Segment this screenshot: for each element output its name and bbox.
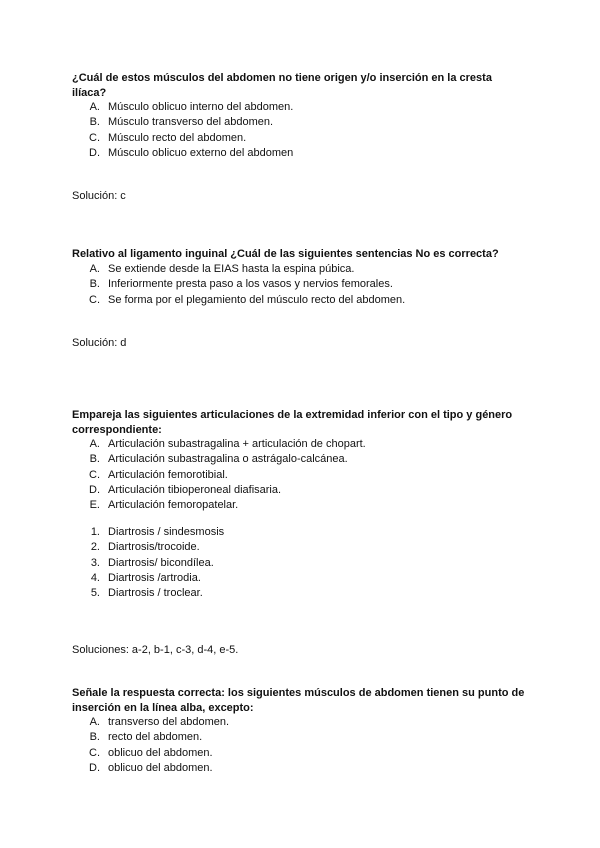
list-item <box>72 556 522 571</box>
option-text: Músculo transverso del abdomen. <box>108 116 274 129</box>
option-text: Se forma por el plegamiento del músculo recto del abdomen. <box>108 293 406 306</box>
option-label: A. <box>89 263 100 275</box>
question-3-types <box>72 525 522 601</box>
option-text: Músculo recto del abdomen. <box>108 131 247 144</box>
option-label: A. <box>89 101 100 113</box>
question-3-options <box>72 437 522 513</box>
list-item <box>72 571 522 586</box>
list-item <box>72 131 522 146</box>
list-item <box>72 761 522 776</box>
question-2-options <box>72 262 522 308</box>
option-text: Músculo oblicuo interno del abdomen. <box>108 101 294 113</box>
type-label: 5. <box>90 587 100 600</box>
list-item <box>72 498 522 513</box>
option-label: C. <box>89 746 100 759</box>
type-text: Diartrosis/trocoide. <box>108 541 200 554</box>
list-item <box>72 293 522 308</box>
option-label: B. <box>89 116 100 129</box>
list-item <box>72 100 522 115</box>
option-label: C. <box>89 293 100 306</box>
list-item <box>72 730 522 745</box>
question-3: Empareja las siguientes articulaciones de la extremidad inferior con el tipo y género correspondiente: <box>72 409 513 436</box>
option-text: Articulación subastragalina o astrágalo-calcánea. <box>108 453 348 466</box>
question-1: ¿Cuál de estos músculos del abdomen no tiene origen y/o inserción en la cresta ilíaca? <box>72 72 492 99</box>
solution-2: Solución: d <box>72 337 127 349</box>
list-item <box>72 437 522 452</box>
type-text: Diartrosis / troclear. <box>108 587 203 600</box>
type-text: Diartrosis/ bicondílea. <box>108 556 214 569</box>
option-label: A. <box>89 716 100 728</box>
type-label: 4. <box>90 571 100 584</box>
list-item <box>72 540 522 555</box>
list-item <box>72 115 522 130</box>
option-text: Articulación femorotibial. <box>108 468 228 481</box>
type-label: 1. <box>90 526 100 538</box>
option-text: recto del abdomen. <box>108 731 203 744</box>
option-label: D. <box>89 761 100 774</box>
list-item <box>72 468 522 483</box>
list-item <box>72 525 522 540</box>
option-text: Articulación femoropatelar. <box>108 499 239 512</box>
option-text: oblicuo del abdomen. <box>108 761 213 774</box>
option-label: B. <box>89 731 100 744</box>
type-label: 3. <box>90 556 100 569</box>
option-label: D. <box>89 483 100 496</box>
question-2: Relativo al ligamento inguinal ¿Cuál de las siguientes sentencias No es correcta? <box>72 248 499 260</box>
option-text: Articulación tibioperoneal diafisaria. <box>108 483 282 496</box>
option-text: Articulación subastragalina + articulación de chopart. <box>108 438 366 450</box>
option-label: C. <box>89 131 100 144</box>
question-1-options <box>72 100 522 161</box>
option-label: B. <box>89 278 100 291</box>
list-item <box>72 146 522 161</box>
type-text: Diartrosis /artrodia. <box>108 571 201 584</box>
option-label: E. <box>89 499 100 512</box>
list-item <box>72 277 522 292</box>
option-text: Inferiormente presta paso a los vasos y nervios femorales. <box>108 278 393 291</box>
list-item <box>72 452 522 467</box>
list-item <box>72 715 522 730</box>
question-4: Señale la respuesta correcta: los siguientes músculos de abdomen tienen su punto de inserción en la línea alba, excepto: <box>72 687 525 714</box>
list-item <box>72 586 522 601</box>
list-item <box>72 483 522 498</box>
type-label: 2. <box>90 541 100 554</box>
list-item <box>72 262 522 277</box>
option-text: Se extiende desde la EIAS hasta la espina púbica. <box>108 263 355 275</box>
question-4-options <box>72 715 522 776</box>
option-text: oblicuo del abdomen. <box>108 746 213 759</box>
list-item <box>72 746 522 761</box>
option-text: Músculo oblicuo externo del abdomen <box>108 146 294 159</box>
option-label: B. <box>89 453 100 466</box>
solution-1: Solución: c <box>72 190 126 202</box>
option-label: C. <box>89 468 100 481</box>
option-text: transverso del abdomen. <box>108 716 230 728</box>
type-text: Diartrosis / sindesmosis <box>108 526 225 538</box>
option-label: A. <box>89 438 100 450</box>
option-label: D. <box>89 146 100 159</box>
solution-3: Soluciones: a-2, b-1, c-3, d-4, e-5. <box>72 644 239 656</box>
